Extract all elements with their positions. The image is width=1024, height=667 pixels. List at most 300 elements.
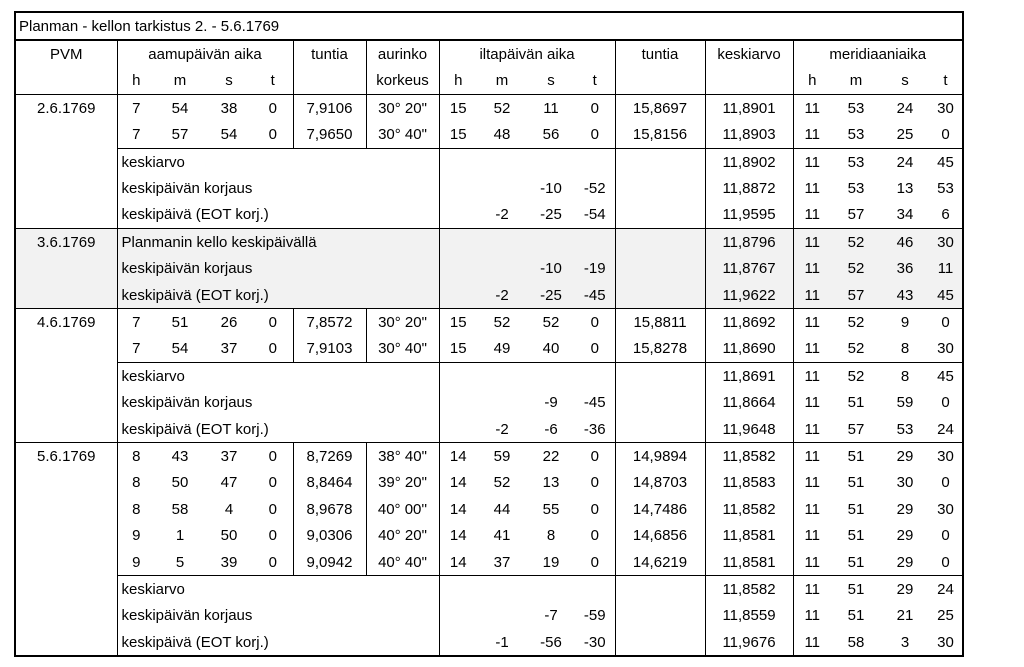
cell-pm-t: -45 [575,282,615,309]
summary-row [15,363,963,390]
summary-label: keskipäivän korjaus [117,175,439,201]
cell-pm-h: 14 [449,527,467,545]
date-cell [15,122,117,149]
cell-pm-s: -9 [544,394,558,412]
summary-label: keskipäivä (EOT korj.) [117,629,439,656]
summary-row [15,629,963,656]
cell-am-m: 43 [155,443,205,470]
summary-row [15,202,963,229]
date-cell: 3.6.1769 [15,229,117,256]
cell-mer-s: 21 [896,607,914,625]
cell-pm-t: 0 [575,443,615,470]
cell-hours-am: 8,7269 [293,443,366,470]
cell-pm-h [439,389,477,415]
cell-hours-pm [615,229,705,256]
cell-mer-m: 52 [831,256,881,282]
cell-mer-t: 0 [929,549,963,576]
cell-sun-height: 40° 40" [366,549,439,576]
cell-mer-h: 11 [804,553,821,571]
cell-pm-t: 0 [575,122,615,149]
cell-mer-m: 57 [847,420,865,438]
header-pm-t: t [575,68,615,95]
summary-row [15,148,963,175]
date-cell [15,576,117,603]
cell-sun-height: 30° 40" [366,336,439,363]
summary-row [15,282,963,309]
cell-am-s: 50 [220,527,238,545]
cell-average: 11,9648 [705,416,793,443]
cell-mer-s: 43 [881,282,929,309]
cell-average: 11,8581 [705,549,793,576]
cell-average: 11,8582 [705,496,793,522]
summary-row [15,389,963,415]
header-am-t: t [253,68,293,95]
cell-pm-s [527,148,575,175]
cell-sun-height: 40° 00'' [366,496,439,522]
cell-pm-t [575,576,615,603]
header-hours-morning: tuntia [293,40,366,67]
cell-mer-s: 8 [881,363,929,390]
cell-pm-m [477,229,527,256]
cell-average: 11,8691 [705,363,793,390]
cell-pm-h [439,148,477,175]
cell-hours-pm [615,629,705,656]
cell-mer-t: 0 [929,389,963,415]
cell-pm-t: -45 [575,389,615,415]
cell-pm-t: -36 [575,416,615,443]
header-average: keskiarvo [705,40,793,67]
cell-sun-height: 38° 40" [366,443,439,470]
cell-mer-h: 11 [793,629,831,656]
cell-hours-pm [615,202,705,229]
date-cell: 5.6.1769 [15,443,117,470]
cell-mer-m: 51 [847,500,865,518]
cell-average: 11,8692 [705,309,793,336]
cell-mer-t: 0 [929,470,963,496]
cell-am-m: 57 [171,126,189,144]
date-cell [15,148,117,175]
cell-average: 11,9595 [705,202,793,229]
cell-pm-h: 14 [439,443,477,470]
cell-am-t: 0 [253,309,293,336]
cell-hours-pm [615,256,705,282]
cell-mer-h: 11 [804,394,821,412]
cell-pm-t: -30 [575,629,615,656]
cell-mer-t: 11 [929,256,963,282]
cell-mer-t: 24 [929,576,963,603]
cell-mer-h: 11 [793,229,831,256]
cell-mer-h: 11 [793,256,831,282]
cell-pm-s: -25 [527,282,575,309]
cell-am-m: 58 [171,500,189,518]
cell-pm-t: -54 [575,202,615,229]
cell-pm-h [439,363,477,390]
date-cell [15,175,117,201]
summary-row [15,175,963,201]
cell-pm-m [477,603,527,629]
cell-hours-pm [615,576,705,603]
date-cell [15,336,117,363]
cell-mer-s: 29 [881,576,929,603]
cell-mer-h: 11 [793,148,831,175]
header-morning-time: aamupäivän aika [117,40,293,67]
summary-label: keskipäivän korjaus [117,603,439,629]
clock-check-table [14,11,964,657]
header-hours2-blank [615,68,705,95]
cell-mer-t: 25 [929,603,963,629]
cell-am-s: 47 [220,474,238,492]
cell-am-t: 0 [253,496,293,522]
cell-average: 11,9622 [705,282,793,309]
cell-mer-t: 0 [929,122,963,149]
cell-mer-s: 13 [896,180,914,198]
cell-pm-h [439,603,477,629]
cell-am-h: 8 [117,443,155,470]
cell-mer-t: 30 [929,496,963,522]
observation-row [15,336,963,363]
cell-pm-s: 19 [542,553,560,571]
header-row-1 [15,40,963,67]
cell-mer-s: 29 [896,553,914,571]
cell-average: 11,8582 [705,443,793,470]
cell-mer-m: 52 [847,340,865,358]
cell-mer-t: 45 [929,148,963,175]
cell-hours-pm [615,148,705,175]
header-pm-s: s [527,68,575,95]
cell-hours-pm [615,175,705,201]
cell-pm-s: 11 [527,95,575,122]
header-mer-t: t [929,68,963,95]
header-mer-m: m [831,68,881,95]
header-meridian-time: meridiaaniaika [793,40,963,67]
cell-mer-s: 30 [896,474,914,492]
cell-am-m: 54 [171,340,189,358]
clock-check-sheet [14,11,964,657]
cell-average: 11,8559 [705,603,793,629]
cell-pm-m: -2 [495,420,509,438]
observation-row [15,309,963,336]
cell-pm-m: -2 [477,282,527,309]
cell-hours-am: 7,9650 [293,122,366,149]
summary-label: keskipäivä (EOT korj.) [117,202,439,229]
cell-mer-t: 0 [929,309,963,336]
cell-pm-h [439,256,477,282]
cell-am-h: 8 [132,500,141,518]
summary-label: Planmanin kello keskipäivällä [117,229,439,256]
cell-am-t: 0 [253,470,293,496]
cell-am-t: 0 [253,95,293,122]
cell-pm-h: 14 [449,500,467,518]
date-cell [15,363,117,390]
cell-mer-h: 11 [804,527,821,545]
cell-pm-s: -10 [540,180,562,198]
observation-row [15,470,963,496]
cell-pm-s: 13 [542,474,560,492]
observation-row [15,95,963,122]
cell-mer-m: 57 [831,282,881,309]
header-am-s: s [205,68,253,95]
cell-mer-t: 30 [929,336,963,363]
cell-pm-m [477,148,527,175]
cell-pm-s [527,363,575,390]
cell-mer-h: 11 [793,282,831,309]
date-cell [15,256,117,282]
cell-mer-s: 25 [896,126,914,144]
cell-pm-m: 44 [493,500,511,518]
cell-hours-pm: 15,8697 [615,95,705,122]
cell-pm-s: 40 [542,340,560,358]
cell-hours-am: 7,8572 [293,309,366,336]
cell-mer-t: 30 [929,443,963,470]
cell-average: 11,8767 [705,256,793,282]
cell-average: 11,8690 [705,336,793,363]
cell-sun-height: 30° 20" [366,309,439,336]
header-pvm: PVM [15,40,117,67]
cell-pm-t: -59 [575,603,615,629]
date-cell: 2.6.1769 [15,95,117,122]
summary-label: keskipäivän korjaus [117,256,439,282]
cell-am-m: 1 [175,527,185,545]
cell-mer-h: 11 [804,180,821,198]
cell-pm-t [575,148,615,175]
cell-pm-h: 15 [449,126,467,144]
cell-pm-t: 0 [575,336,615,363]
sheet-title: Planman - kellon tarkistus 2. - 5.6.1769 [15,12,963,40]
cell-mer-h: 11 [804,340,821,358]
cell-hours-am: 8,9678 [293,496,366,522]
header-mer-h: h [793,68,831,95]
cell-pm-h [439,229,477,256]
cell-mer-s: 24 [881,148,929,175]
cell-pm-h: 15 [449,340,467,358]
cell-mer-t: 30 [929,95,963,122]
header-pvm-blank [15,68,117,95]
observation-row [15,522,963,548]
cell-pm-m [477,389,527,415]
cell-pm-s: -25 [540,206,562,224]
cell-pm-m: 52 [493,474,511,492]
cell-mer-s: 36 [881,256,929,282]
observation-row [15,496,963,522]
cell-pm-t: 0 [575,470,615,496]
cell-hours-pm: 15,8278 [615,336,705,363]
cell-pm-t: 0 [575,549,615,576]
cell-pm-m: 48 [493,126,511,144]
cell-hours-pm [615,282,705,309]
cell-mer-h: 11 [804,607,821,625]
cell-average: 11,8664 [705,389,793,415]
date-cell [15,549,117,576]
cell-pm-m: 41 [493,527,511,545]
summary-label: keskiarvo [117,148,439,175]
cell-mer-t: 6 [929,202,963,229]
date-cell [15,496,117,522]
cell-mer-m: 51 [847,553,865,571]
cell-mer-s: 9 [881,309,929,336]
cell-am-m: 50 [171,474,189,492]
observation-row [15,122,963,149]
summary-row [15,603,963,629]
cell-hours-pm: 14,7486 [615,496,705,522]
observation-row [15,443,963,470]
cell-hours-pm [615,603,705,629]
cell-mer-h: 11 [804,500,821,518]
cell-pm-h [439,175,477,201]
date-cell [15,202,117,229]
cell-average: 11,9676 [705,629,793,656]
cell-hours-pm: 14,9894 [615,443,705,470]
cell-mer-t: 53 [929,175,963,201]
cell-pm-h [439,416,477,443]
cell-pm-m: 49 [493,340,511,358]
cell-mer-s: 29 [881,443,929,470]
cell-pm-m [477,363,527,390]
cell-mer-m: 53 [831,148,881,175]
cell-mer-m: 51 [847,394,865,412]
cell-hours-pm: 15,8156 [615,122,705,149]
cell-pm-t: 0 [575,95,615,122]
cell-sun-height: 39° 20" [366,470,439,496]
cell-mer-h: 11 [804,474,821,492]
cell-hours-am: 7,9103 [293,336,366,363]
cell-pm-h [439,282,477,309]
cell-pm-s: -7 [544,607,558,625]
cell-average: 11,8583 [705,470,793,496]
cell-pm-s: 22 [527,443,575,470]
cell-pm-m: 52 [477,95,527,122]
cell-am-h: 7 [117,309,155,336]
cell-am-h: 9 [132,527,141,545]
cell-mer-m: 51 [847,527,865,545]
cell-am-h: 7 [132,340,141,358]
cell-am-h: 7 [117,95,155,122]
cell-hours-am: 7,9106 [293,95,366,122]
header-afternoon-time: iltapäivän aika [439,40,615,67]
cell-mer-s: 59 [896,394,914,412]
cell-am-s: 37 [205,443,253,470]
cell-am-m: 51 [155,309,205,336]
cell-pm-m [477,576,527,603]
cell-am-t: 0 [253,122,293,149]
cell-mer-m: 51 [847,474,865,492]
cell-mer-h: 11 [804,126,821,144]
cell-am-t: 0 [253,549,293,576]
cell-am-t: 0 [253,522,293,548]
cell-pm-m [477,175,527,201]
cell-mer-s: 8 [900,340,910,358]
cell-hours-am: 9,0306 [293,522,366,548]
cell-pm-h [439,629,477,656]
cell-pm-s: -10 [527,256,575,282]
cell-hours-pm [615,389,705,415]
cell-pm-h [439,202,477,229]
cell-am-t: 0 [253,443,293,470]
summary-label: keskipäivä (EOT korj.) [117,416,439,443]
date-cell [15,470,117,496]
cell-sun-height: 30° 40" [366,122,439,149]
cell-pm-m [477,256,527,282]
cell-hours-am: 9,0942 [293,549,366,576]
cell-am-h: 9 [132,553,141,571]
cell-pm-t: 0 [575,522,615,548]
date-cell [15,416,117,443]
header-sun: aurinko [366,40,439,67]
cell-mer-s: 46 [881,229,929,256]
title-row [15,12,963,40]
cell-pm-s: -56 [527,629,575,656]
cell-pm-s: 8 [546,527,556,545]
cell-mer-t: 24 [929,416,963,443]
cell-mer-h: 11 [793,95,831,122]
summary-row [15,416,963,443]
cell-mer-m: 58 [831,629,881,656]
date-cell [15,522,117,548]
cell-hours-pm [615,363,705,390]
cell-average: 11,8902 [705,148,793,175]
summary-row [15,576,963,603]
cell-hours-pm: 14,8703 [615,470,705,496]
summary-label: keskiarvo [117,363,439,390]
cell-pm-s [527,576,575,603]
cell-pm-t: 0 [575,496,615,522]
cell-pm-h: 14 [449,553,467,571]
summary-row [15,229,963,256]
cell-sun-height: 40° 20" [366,522,439,548]
cell-am-t: 0 [253,336,293,363]
cell-mer-m: 51 [831,576,881,603]
cell-hours-pm [615,416,705,443]
cell-mer-m: 51 [847,607,865,625]
cell-pm-m: 37 [493,553,511,571]
header-am-m: m [155,68,205,95]
cell-average: 11,8903 [705,122,793,149]
cell-mer-s: 3 [881,629,929,656]
cell-am-s: 54 [220,126,238,144]
cell-am-s: 4 [224,500,234,518]
cell-mer-s: 29 [896,500,914,518]
cell-mer-h: 11 [804,206,821,224]
cell-mer-h: 11 [804,420,821,438]
cell-pm-m: 52 [477,309,527,336]
cell-pm-s: 55 [542,500,560,518]
header-row-2 [15,68,963,95]
cell-pm-t: -52 [575,175,615,201]
summary-row [15,256,963,282]
cell-pm-s: -6 [544,420,558,438]
cell-am-h: 7 [132,126,141,144]
cell-mer-t: 30 [929,229,963,256]
date-cell [15,629,117,656]
cell-mer-t: 45 [929,363,963,390]
cell-mer-h: 11 [793,443,831,470]
cell-pm-h: 15 [439,309,477,336]
cell-mer-s: 24 [881,95,929,122]
date-cell [15,389,117,415]
cell-pm-t [575,363,615,390]
cell-average: 11,8582 [705,576,793,603]
cell-mer-h: 11 [793,576,831,603]
cell-pm-h: 14 [449,474,467,492]
header-pm-m: m [477,68,527,95]
cell-pm-h [439,576,477,603]
cell-hours-pm: 14,6219 [615,549,705,576]
cell-mer-m: 51 [831,443,881,470]
summary-label: keskiarvo [117,576,439,603]
cell-hours-am: 8,8464 [293,470,366,496]
cell-mer-s: 34 [896,206,914,224]
cell-average: 11,8901 [705,95,793,122]
cell-mer-m: 53 [847,126,865,144]
